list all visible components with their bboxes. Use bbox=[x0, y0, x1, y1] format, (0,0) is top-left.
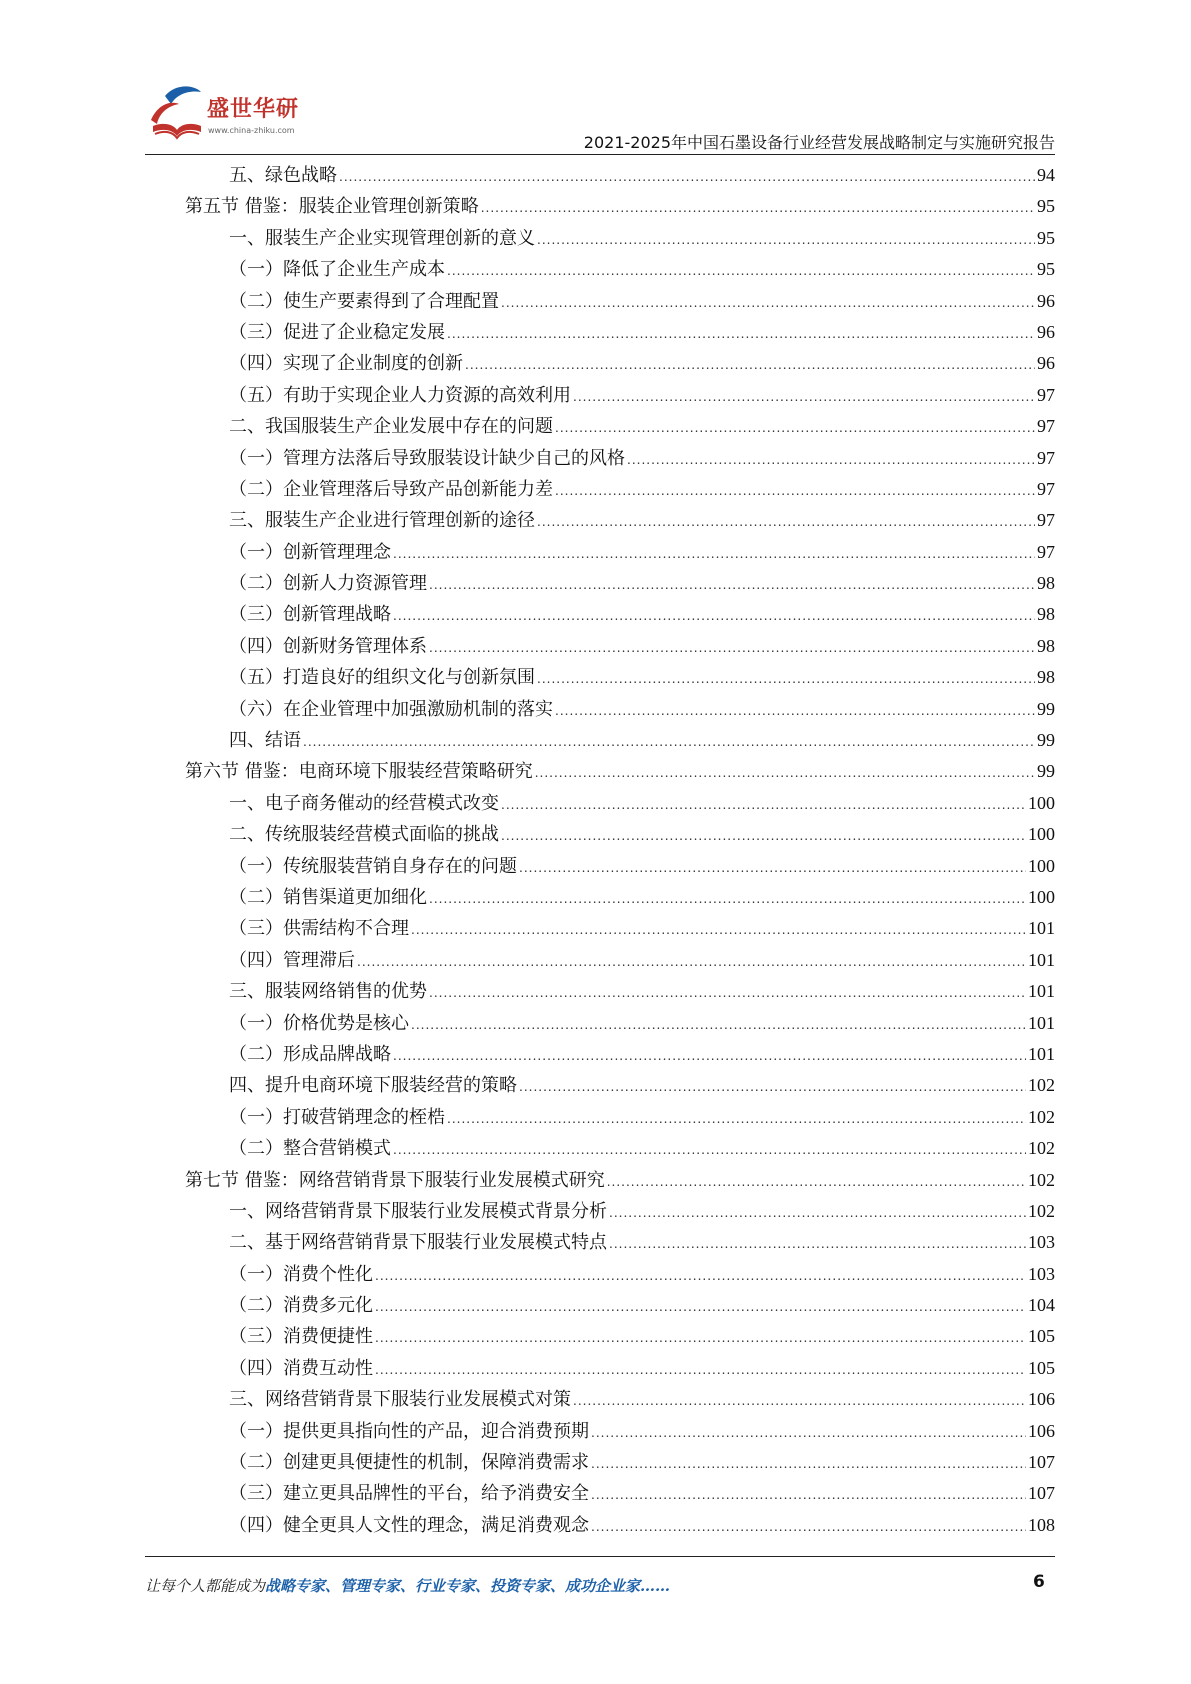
toc-entry[interactable] bbox=[185, 945, 1055, 976]
toc-entry[interactable] bbox=[185, 1165, 1055, 1196]
toc-entry-label: 第七节 借鉴：网络营销背景下服装行业发展模式研究 bbox=[185, 1169, 605, 1191]
toc-leader-dots bbox=[519, 853, 1026, 884]
toc-entry[interactable] bbox=[185, 505, 1055, 536]
toc-entry-page: 100 bbox=[1028, 886, 1055, 907]
toc-entry-label: 一、服装生产企业实现管理创新的意义 bbox=[229, 227, 535, 249]
toc-entry-label: （一）打破营销理念的桎梏 bbox=[229, 1106, 445, 1128]
toc-leader-dots bbox=[429, 570, 1035, 601]
toc-entry[interactable] bbox=[185, 851, 1055, 882]
toc-entry-page: 98 bbox=[1037, 635, 1055, 656]
toc-leader-dots bbox=[609, 1198, 1026, 1229]
table-of-contents bbox=[185, 160, 1055, 1541]
toc-entry-label: （五）打造良好的组织文化与创新氛围 bbox=[229, 667, 535, 689]
toc-entry-label: 三、服装网络销售的优势 bbox=[229, 981, 427, 1003]
toc-leader-dots bbox=[609, 1229, 1026, 1260]
toc-leader-dots bbox=[591, 1418, 1026, 1449]
toc-entry[interactable] bbox=[185, 599, 1055, 630]
toc-entry[interactable] bbox=[185, 631, 1055, 662]
toc-entry-page: 102 bbox=[1028, 1169, 1055, 1190]
toc-entry[interactable] bbox=[185, 1510, 1055, 1541]
toc-entry[interactable] bbox=[185, 1008, 1055, 1039]
toc-entry[interactable] bbox=[185, 317, 1055, 348]
toc-leader-dots bbox=[375, 1261, 1026, 1292]
toc-entry-label: （四）管理滞后 bbox=[229, 949, 355, 971]
toc-entry[interactable] bbox=[185, 819, 1055, 850]
toc-entry-page: 97 bbox=[1037, 478, 1055, 499]
toc-leader-dots bbox=[481, 193, 1035, 224]
toc-entry-label: 三、网络营销背景下服装行业发展模式对策 bbox=[229, 1389, 571, 1411]
toc-entry[interactable] bbox=[185, 882, 1055, 913]
toc-entry-label: 二、我国服装生产企业发展中存在的问题 bbox=[229, 416, 553, 438]
toc-entry-page: 100 bbox=[1028, 824, 1055, 845]
logo-url: www.china-zhiku.com bbox=[208, 126, 295, 135]
toc-entry-label: （六）在企业管理中加强激励机制的落实 bbox=[229, 698, 553, 720]
toc-entry[interactable] bbox=[185, 976, 1055, 1007]
toc-leader-dots bbox=[447, 319, 1035, 350]
footer-slogan bbox=[145, 1575, 670, 1596]
toc-leader-dots bbox=[537, 507, 1035, 538]
toc-entry-label: （一）价格优势是核心 bbox=[229, 1012, 409, 1034]
toc-entry[interactable] bbox=[185, 1353, 1055, 1384]
toc-entry[interactable] bbox=[185, 756, 1055, 787]
toc-entry-label: （二）企业管理落后导致产品创新能力差 bbox=[229, 478, 553, 500]
toc-leader-dots bbox=[411, 915, 1026, 946]
toc-leader-dots bbox=[411, 1010, 1026, 1041]
toc-entry-label: （五）有助于实现企业人力资源的高效利用 bbox=[229, 384, 571, 406]
toc-entry-page: 102 bbox=[1028, 1200, 1055, 1221]
toc-entry-page: 101 bbox=[1028, 949, 1055, 970]
toc-entry-label: （三）供需结构不合理 bbox=[229, 918, 409, 940]
toc-entry[interactable] bbox=[185, 348, 1055, 379]
toc-entry[interactable] bbox=[185, 1321, 1055, 1352]
logo-book-icon bbox=[145, 82, 209, 146]
toc-leader-dots bbox=[375, 1292, 1026, 1323]
toc-entry-page: 99 bbox=[1037, 730, 1055, 751]
toc-entry-page: 104 bbox=[1028, 1295, 1055, 1316]
toc-entry-page: 94 bbox=[1037, 165, 1055, 185]
toc-entry[interactable] bbox=[185, 1102, 1055, 1133]
toc-entry-page: 105 bbox=[1028, 1357, 1055, 1378]
report-title: 2021-2025年中国石墨设备行业经营发展战略制定与实施研究报告 bbox=[583, 133, 1055, 152]
toc-entry-label: （一）降低了企业生产成本 bbox=[229, 259, 445, 281]
toc-leader-dots bbox=[519, 1072, 1026, 1103]
toc-entry-label: （三）建立更具品牌性的平台，给予消费安全 bbox=[229, 1483, 589, 1505]
toc-entry-label: （一）消费个性化 bbox=[229, 1263, 373, 1285]
toc-entry[interactable] bbox=[185, 1039, 1055, 1070]
toc-entry[interactable] bbox=[185, 537, 1055, 568]
toc-entry-label: （二）创建更具便捷性的机制，保障消费需求 bbox=[229, 1452, 589, 1474]
page-header bbox=[145, 82, 1055, 162]
toc-entry-page: 105 bbox=[1028, 1326, 1055, 1347]
toc-leader-dots bbox=[573, 1386, 1026, 1417]
toc-entry-page: 99 bbox=[1037, 761, 1055, 782]
toc-leader-dots bbox=[573, 382, 1035, 413]
footer-slogan-highlight: 战略专家、管理专家、行业专家、投资专家、成功企业家…… bbox=[265, 1577, 671, 1595]
toc-entry-label: （二）创新人力资源管理 bbox=[229, 573, 427, 595]
toc-entry[interactable] bbox=[185, 1416, 1055, 1447]
toc-entry[interactable] bbox=[185, 160, 1055, 191]
toc-entry-page: 96 bbox=[1037, 290, 1055, 311]
toc-entry-label: （一）提供更具指向性的产品，迎合消费预期 bbox=[229, 1420, 589, 1442]
toc-entry-label: （二）使生产要素得到了合理配置 bbox=[229, 290, 499, 312]
toc-entry[interactable] bbox=[185, 662, 1055, 693]
toc-entry-page: 98 bbox=[1037, 604, 1055, 625]
toc-leader-dots bbox=[447, 256, 1035, 287]
toc-entry[interactable] bbox=[185, 788, 1055, 819]
toc-entry[interactable] bbox=[185, 694, 1055, 725]
toc-entry[interactable] bbox=[185, 1384, 1055, 1415]
toc-entry-label: （四）实现了企业制度的创新 bbox=[229, 353, 463, 375]
toc-entry-page: 103 bbox=[1028, 1263, 1055, 1284]
toc-entry[interactable] bbox=[185, 1290, 1055, 1321]
toc-entry-page: 106 bbox=[1028, 1420, 1055, 1441]
toc-entry[interactable] bbox=[185, 223, 1055, 254]
toc-entry-page: 107 bbox=[1028, 1483, 1055, 1504]
toc-leader-dots bbox=[501, 821, 1026, 852]
toc-entry-page: 97 bbox=[1037, 384, 1055, 405]
toc-leader-dots bbox=[627, 445, 1035, 476]
toc-entry-page: 103 bbox=[1028, 1232, 1055, 1253]
toc-entry-label: （一）传统服装营销自身存在的问题 bbox=[229, 855, 517, 877]
header-divider bbox=[145, 154, 1055, 155]
toc-entry-label: 一、网络营销背景下服装行业发展模式背景分析 bbox=[229, 1200, 607, 1222]
toc-entry-page: 102 bbox=[1028, 1075, 1055, 1096]
toc-entry-page: 96 bbox=[1037, 321, 1055, 342]
toc-leader-dots bbox=[429, 884, 1026, 915]
toc-leader-dots bbox=[591, 1512, 1026, 1543]
toc-entry-label: （三）消费便捷性 bbox=[229, 1326, 373, 1348]
toc-entry[interactable] bbox=[185, 286, 1055, 317]
toc-entry-label: 四、结语 bbox=[229, 730, 301, 752]
toc-entry-page: 98 bbox=[1037, 573, 1055, 594]
toc-entry[interactable] bbox=[185, 1196, 1055, 1227]
toc-entry-label: （四）创新财务管理体系 bbox=[229, 635, 427, 657]
footer-divider bbox=[145, 1556, 1055, 1557]
toc-leader-dots bbox=[591, 1449, 1026, 1480]
footer-slogan-prefix: 让每个人都能成为 bbox=[145, 1577, 266, 1595]
toc-leader-dots bbox=[501, 288, 1035, 319]
toc-entry-label: （一）创新管理理念 bbox=[229, 541, 391, 563]
toc-entry-page: 97 bbox=[1037, 541, 1055, 562]
toc-leader-dots bbox=[393, 539, 1035, 570]
toc-entry-page: 102 bbox=[1028, 1138, 1055, 1159]
toc-entry-page: 97 bbox=[1037, 416, 1055, 437]
toc-entry[interactable] bbox=[185, 1259, 1055, 1290]
toc-entry-label: （二）形成品牌战略 bbox=[229, 1043, 391, 1065]
toc-entry[interactable] bbox=[185, 1133, 1055, 1164]
toc-entry-label: （四）健全更具人文性的理念，满足消费观念 bbox=[229, 1514, 589, 1536]
toc-entry-label: （二）销售渠道更加细化 bbox=[229, 886, 427, 908]
toc-leader-dots bbox=[535, 758, 1035, 789]
toc-entry-page: 97 bbox=[1037, 447, 1055, 468]
toc-entry[interactable] bbox=[185, 254, 1055, 285]
toc-entry-label: （二）消费多元化 bbox=[229, 1295, 373, 1317]
toc-entry-label: 二、基于网络营销背景下服装行业发展模式特点 bbox=[229, 1232, 607, 1254]
toc-leader-dots bbox=[375, 1323, 1026, 1354]
toc-leader-dots bbox=[393, 601, 1035, 632]
toc-entry-label: （一）管理方法落后导致服装设计缺少自己的风格 bbox=[229, 447, 625, 469]
toc-entry-label: （二）整合营销模式 bbox=[229, 1138, 391, 1160]
toc-entry-label: （三）创新管理战略 bbox=[229, 604, 391, 626]
toc-entry-label: 第五节 借鉴：服装企业管理创新策略 bbox=[185, 196, 479, 218]
toc-entry[interactable] bbox=[185, 380, 1055, 411]
toc-entry-label: 第六节 借鉴：电商环境下服装经营策略研究 bbox=[185, 761, 533, 783]
toc-entry-label: 三、服装生产企业进行管理创新的途径 bbox=[229, 510, 535, 532]
toc-entry-page: 99 bbox=[1037, 698, 1055, 719]
toc-leader-dots bbox=[537, 664, 1035, 695]
toc-leader-dots bbox=[501, 790, 1026, 821]
toc-leader-dots bbox=[555, 696, 1035, 727]
toc-entry-page: 107 bbox=[1028, 1452, 1055, 1473]
toc-leader-dots bbox=[591, 1480, 1026, 1511]
toc-leader-dots bbox=[555, 476, 1035, 507]
toc-entry[interactable] bbox=[185, 568, 1055, 599]
toc-entry-label: 五、绿色战略 bbox=[229, 165, 337, 186]
toc-entry[interactable] bbox=[185, 474, 1055, 505]
toc-leader-dots bbox=[429, 633, 1035, 664]
toc-entry-page: 98 bbox=[1037, 667, 1055, 688]
toc-entry-label: 二、传统服装经营模式面临的挑战 bbox=[229, 824, 499, 846]
toc-entry[interactable] bbox=[185, 1447, 1055, 1478]
toc-leader-dots bbox=[375, 1355, 1026, 1386]
toc-entry[interactable] bbox=[185, 411, 1055, 442]
logo-name: 盛世华研 bbox=[207, 97, 300, 122]
toc-entry-page: 106 bbox=[1028, 1389, 1055, 1410]
toc-leader-dots bbox=[555, 413, 1035, 444]
toc-entry-page: 101 bbox=[1028, 1012, 1055, 1033]
toc-entry[interactable] bbox=[185, 913, 1055, 944]
toc-leader-dots bbox=[393, 1135, 1026, 1166]
toc-entry-page: 95 bbox=[1037, 196, 1055, 217]
company-logo bbox=[145, 82, 315, 146]
toc-entry-page: 101 bbox=[1028, 981, 1055, 1002]
toc-entry-page: 100 bbox=[1028, 792, 1055, 813]
toc-entry-page: 108 bbox=[1028, 1514, 1055, 1535]
toc-entry[interactable] bbox=[185, 191, 1055, 222]
toc-entry-page: 95 bbox=[1037, 227, 1055, 248]
toc-entry-page: 97 bbox=[1037, 510, 1055, 531]
toc-entry[interactable] bbox=[185, 725, 1055, 756]
toc-leader-dots bbox=[393, 1041, 1026, 1072]
toc-entry[interactable] bbox=[185, 1478, 1055, 1509]
toc-leader-dots bbox=[537, 225, 1035, 256]
toc-entry-label: 一、电子商务催动的经营模式改变 bbox=[229, 792, 499, 814]
toc-entry-label: 四、提升电商环境下服装经营的策略 bbox=[229, 1075, 517, 1097]
toc-entry-label: （三）促进了企业稳定发展 bbox=[229, 321, 445, 343]
toc-leader-dots bbox=[429, 978, 1026, 1009]
toc-entry-page: 96 bbox=[1037, 353, 1055, 374]
toc-entry-label: （四）消费互动性 bbox=[229, 1357, 373, 1379]
toc-entry-page: 100 bbox=[1028, 855, 1055, 876]
toc-leader-dots bbox=[339, 162, 1035, 193]
toc-leader-dots bbox=[303, 727, 1035, 758]
toc-entry-page: 101 bbox=[1028, 918, 1055, 939]
toc-entry-page: 95 bbox=[1037, 259, 1055, 280]
toc-entry[interactable] bbox=[185, 1070, 1055, 1101]
page-number: 6 bbox=[1033, 1572, 1045, 1592]
toc-leader-dots bbox=[607, 1167, 1026, 1198]
toc-leader-dots bbox=[447, 1104, 1026, 1135]
toc-entry-page: 101 bbox=[1028, 1043, 1055, 1064]
toc-leader-dots bbox=[357, 947, 1026, 978]
toc-entry[interactable] bbox=[185, 443, 1055, 474]
toc-leader-dots bbox=[465, 350, 1035, 381]
toc-entry[interactable] bbox=[185, 1227, 1055, 1258]
toc-entry-page: 102 bbox=[1028, 1106, 1055, 1127]
